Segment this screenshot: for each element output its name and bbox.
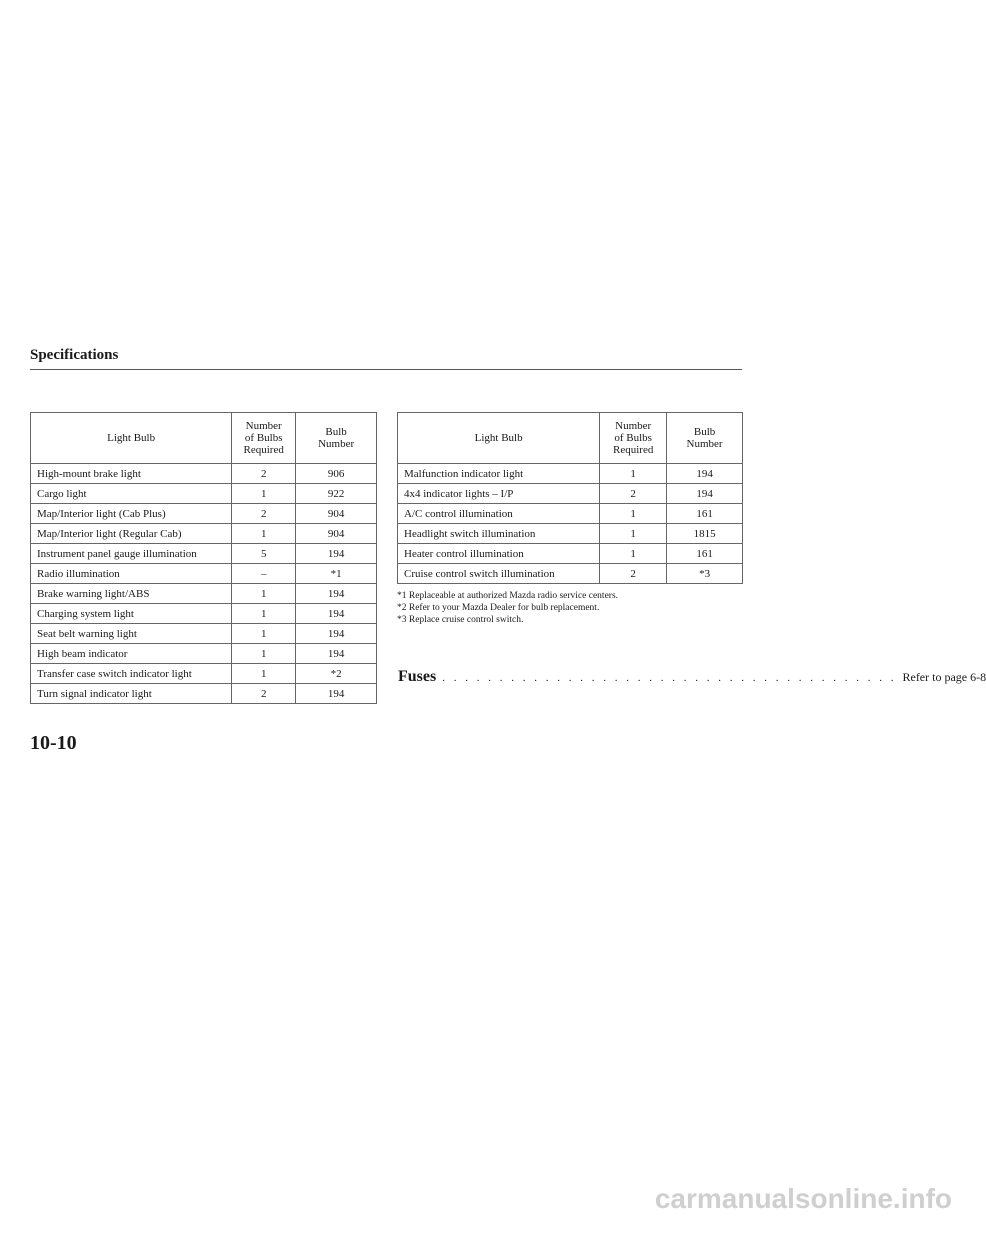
table-row [398, 504, 743, 524]
bulb-number: *2 [296, 664, 377, 684]
bulb-count: 1 [600, 464, 667, 484]
table-row [31, 584, 377, 604]
light-name: Instrument panel gauge illumination [31, 544, 232, 564]
footnote: *2 Refer to your Mazda Dealer for bulb replacement. [397, 603, 600, 613]
table-row [398, 524, 743, 544]
bulb-number: 194 [296, 604, 377, 624]
bulb-number: 194 [296, 584, 377, 604]
light-name: Headlight switch illumination [398, 524, 600, 544]
col-header-light-bulb: Light Bulb [398, 413, 600, 464]
table-row [31, 464, 377, 484]
light-name: Malfunction indicator light [398, 464, 600, 484]
bulb-count: 2 [600, 564, 667, 584]
leader-dots: . . . . . . . . . . . . . . . . . . . . . . . . . . . . . . . . . . . . . . . . [442, 672, 897, 684]
bulb-count: 2 [232, 464, 296, 484]
table-row [31, 524, 377, 544]
table-row [31, 564, 377, 584]
light-name: Cargo light [31, 484, 232, 504]
table-row [31, 664, 377, 684]
col-header-bulb-number: Bulb Number [667, 413, 743, 464]
bulb-count: 1 [232, 624, 296, 644]
light-name: Brake warning light/ABS [31, 584, 232, 604]
light-name: 4x4 indicator lights – I/P [398, 484, 600, 504]
bulb-table-left [30, 412, 377, 704]
light-name: Turn signal indicator light [31, 684, 232, 704]
bulb-count: 1 [232, 604, 296, 624]
bulb-number: 906 [296, 464, 377, 484]
bulb-table-right [397, 412, 743, 584]
col-header-number-of-bulbs: Number of Bulbs Required [232, 413, 296, 464]
fuses-reference [398, 668, 986, 686]
col-header-number-of-bulbs: Number of Bulbs Required [600, 413, 667, 464]
bulb-count: 2 [600, 484, 667, 504]
table-row [31, 484, 377, 504]
bulb-count: 2 [232, 684, 296, 704]
header-rule [30, 369, 742, 370]
bulb-number: 194 [296, 644, 377, 664]
table-header-row [398, 413, 743, 464]
bulb-number: 161 [667, 504, 743, 524]
bulb-count: 1 [232, 664, 296, 684]
bulb-number: 161 [667, 544, 743, 564]
light-name: Transfer case switch indicator light [31, 664, 232, 684]
light-name: Charging system light [31, 604, 232, 624]
bulb-number: *3 [667, 564, 743, 584]
bulb-count: – [232, 564, 296, 584]
bulb-number: 922 [296, 484, 377, 504]
bulb-number: 194 [296, 684, 377, 704]
light-name: Map/Interior light (Cab Plus) [31, 504, 232, 524]
table-row [398, 564, 743, 584]
bulb-count: 1 [232, 484, 296, 504]
table-row [31, 544, 377, 564]
footnote: *1 Replaceable at authorized Mazda radio service centers. [397, 591, 619, 601]
light-name: A/C control illumination [398, 504, 600, 524]
light-name: High beam indicator [31, 644, 232, 664]
table-row [31, 624, 377, 644]
col-header-light-bulb: Light Bulb [31, 413, 232, 464]
bulb-number: 1815 [667, 524, 743, 544]
table-row [31, 684, 377, 704]
bulb-number: 194 [667, 464, 743, 484]
table-row [31, 644, 377, 664]
bulb-count: 1 [232, 524, 296, 544]
table-header-row [31, 413, 377, 464]
light-name: Map/Interior light (Regular Cab) [31, 524, 232, 544]
bulb-count: 5 [232, 544, 296, 564]
section-title: Specifications [30, 347, 119, 363]
watermark: carmanualsonline.info [654, 1183, 952, 1214]
bulb-number: 194 [296, 544, 377, 564]
footnotes [397, 590, 618, 626]
bulb-number: 194 [296, 624, 377, 644]
table-row [398, 464, 743, 484]
footnote: *3 Replace cruise control switch. [397, 615, 524, 625]
bulb-count: 1 [600, 524, 667, 544]
col-header-bulb-number: Bulb Number [296, 413, 377, 464]
light-name: High-mount brake light [31, 464, 232, 484]
bulb-number: *1 [296, 564, 377, 584]
fuses-title: Fuses [398, 668, 437, 685]
bulb-count: 1 [232, 584, 296, 604]
bulb-count: 1 [232, 644, 296, 664]
table-row [31, 504, 377, 524]
light-name: Radio illumination [31, 564, 232, 584]
table-row [398, 484, 743, 504]
bulb-count: 1 [600, 544, 667, 564]
table-row [31, 604, 377, 624]
light-name: Seat belt warning light [31, 624, 232, 644]
light-name: Heater control illumination [398, 544, 600, 564]
bulb-count: 1 [600, 504, 667, 524]
fuses-page-reference: Refer to page 6-8 [902, 670, 986, 684]
page-number: 10-10 [30, 732, 77, 754]
table-row [398, 544, 743, 564]
light-name: Cruise control switch illumination [398, 564, 600, 584]
bulb-number: 904 [296, 524, 377, 544]
bulb-number: 904 [296, 504, 377, 524]
bulb-number: 194 [667, 484, 743, 504]
bulb-count: 2 [232, 504, 296, 524]
